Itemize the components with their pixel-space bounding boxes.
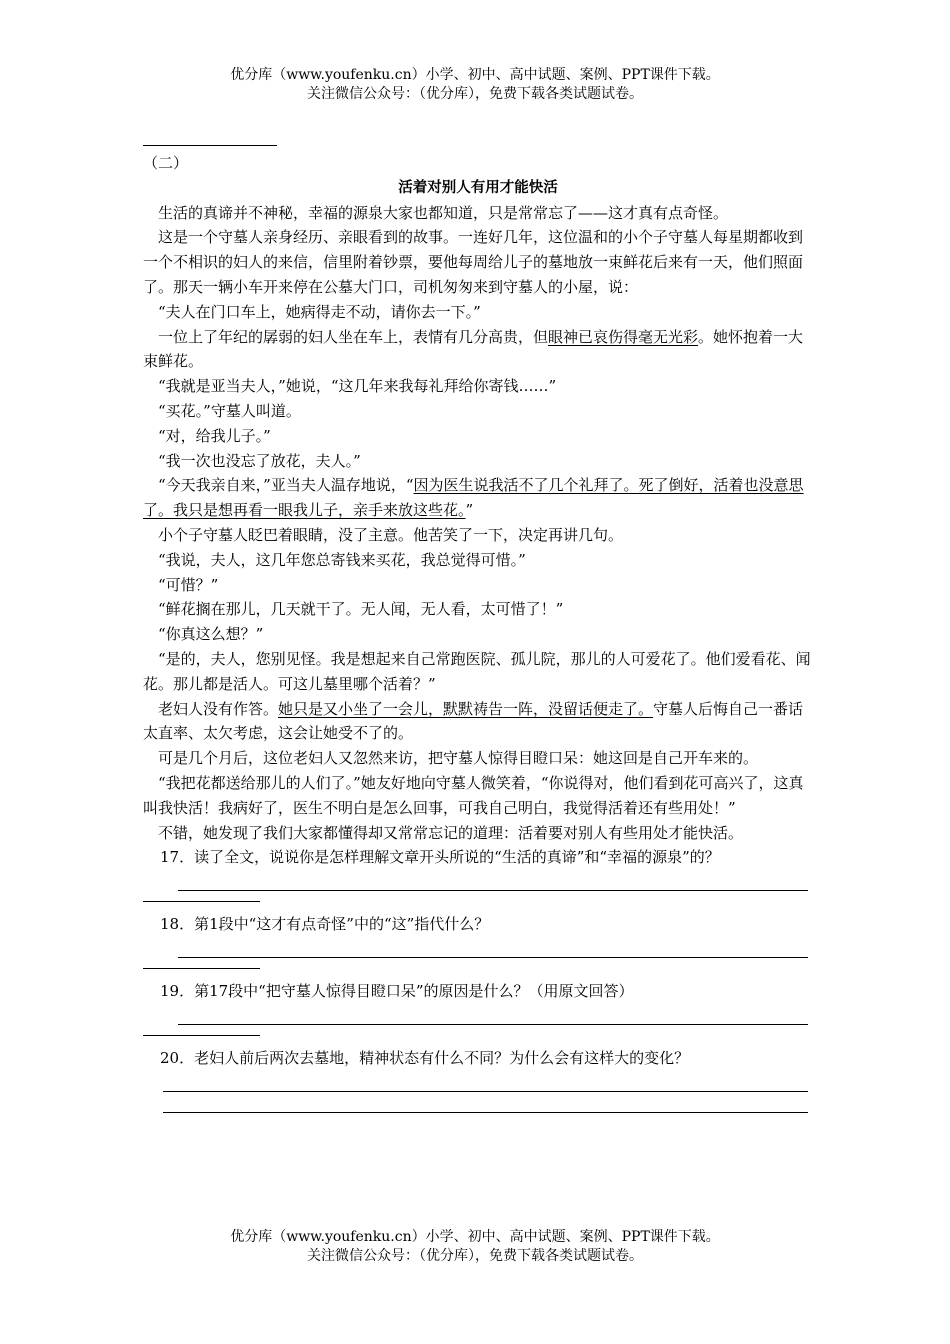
underlined-sentence-doctor: 因为医生说我活不了几个礼拜了。死了倒好，活着也没意思了。我只是想再看一眼我儿子，亲手来放这些花。 bbox=[143, 476, 804, 520]
paragraph-12: “可惜？” bbox=[158, 575, 219, 594]
paragraph-9-text-a: “今天我亲自来，”亚当夫人温存地说，“ bbox=[158, 476, 414, 495]
section-label: （二） bbox=[143, 154, 189, 172]
underlined-sentence-prayer: 她只是又小坐了一会儿，默默祷告一阵，没留话便走了。 bbox=[278, 699, 654, 718]
question-17: 17．读了全文，说说你是怎样理解文章开头所说的“生活的真谛”和“幸福的源泉”的？ bbox=[160, 848, 720, 867]
answer-line-17[interactable] bbox=[178, 870, 808, 891]
answer-line-17-end[interactable] bbox=[143, 891, 260, 902]
paragraph-10: 小个子守墓人眨巴着眼睛，没了主意。他苦笑了一下，决定再讲几句。 bbox=[158, 525, 624, 544]
paragraph-6: “买花。”守墓人叫道。 bbox=[158, 401, 301, 420]
paragraph-16-text-a: 老妇人没有作答。 bbox=[158, 699, 279, 718]
paragraph-3: “夫人在门口车上，她病得走不动，请你去一下。” bbox=[158, 302, 481, 321]
paragraph-16 bbox=[143, 697, 813, 747]
underlined-phrase-eyes: 眼神已哀伤得毫无光彩 bbox=[548, 327, 699, 346]
answer-line-19-end[interactable] bbox=[143, 1025, 260, 1036]
answer-line-20b[interactable] bbox=[163, 1092, 808, 1113]
header-line-1: 优分库（www.youfenku.cn）小学、初中、高中试题、案例、PPT课件下载。 bbox=[230, 67, 720, 83]
question-19: 19．第17段中“把守墓人惊得目瞪口呆”的原因是什么？（用原文回答） bbox=[160, 981, 634, 1000]
paragraph-18: “我把花都送给那儿的人们了。”她友好地向守墓人微笑着，“你说得对，他们看到花可高兴了，这真叫我快活！我病好了，医生不明白是怎么回事，可我自己明白，我觉得活着还有些用处！” bbox=[143, 773, 804, 817]
paragraph-13: “鲜花搁在那儿，几天就干了。无人闻，无人看，太可惜了！” bbox=[158, 600, 564, 619]
paragraph-16-text-b: 守墓人后悔自己一番话太直率、太欠考虑，这会让她受不了的。 bbox=[143, 699, 804, 743]
paragraph-11: “我说，夫人，这几年您总寄钱来买花，我总觉得可惜。” bbox=[158, 550, 526, 569]
paragraph-14: “你真这么想？” bbox=[158, 625, 264, 644]
question-18: 18．第1段中“这才有点奇怪”中的“这”指代什么？ bbox=[160, 915, 490, 934]
page-header bbox=[0, 66, 950, 104]
paragraph-7: “对，给我儿子。” bbox=[158, 426, 271, 445]
header-line-2: 关注微信公众号：（优分库），免费下载各类试题试卷。 bbox=[307, 86, 643, 102]
paragraph-2: 这是一个守墓人亲身经历、亲眼看到的故事。一连好几年，这位温和的小个子守墓人每星期都收到一个不相识的妇人的来信，信里附着钞票，要他每周给儿子的墓地放一束鲜花后来有一天，他们照面了。那天一辆小车开来停在公墓大门口，司机匆匆来到守墓人的小屋，说： bbox=[143, 228, 804, 296]
paragraph-17: 可是几个月后，这位老妇人又忽然来访，把守墓人惊得目瞪口呆：她这回是自己开车来的。 bbox=[158, 749, 759, 768]
paragraph-1: 生活的真谛并不神秘，幸福的源泉大家也都知道，只是常常忘了——这才真有点奇怪。 bbox=[158, 203, 729, 222]
answer-line-18-end[interactable] bbox=[143, 958, 260, 969]
paragraph-4 bbox=[143, 325, 813, 375]
top-divider bbox=[143, 145, 277, 146]
paragraph-19: 不错，她发现了我们大家都懂得却又常常忘记的道理：活着要对别人有些用处才能快活。 bbox=[158, 823, 744, 842]
answer-line-18[interactable] bbox=[178, 937, 808, 958]
footer-line-2: 关注微信公众号：（优分库），免费下载各类试题试卷。 bbox=[307, 1248, 643, 1264]
paragraph-8: “我一次也没忘了放花，夫人。” bbox=[158, 451, 361, 470]
answer-line-19[interactable] bbox=[178, 1004, 808, 1025]
paragraph-9 bbox=[143, 473, 813, 523]
footer-line-1: 优分库（www.youfenku.cn）小学、初中、高中试题、案例、PPT课件下载。 bbox=[230, 1229, 720, 1245]
article-title: 活着对别人有用才能快活 bbox=[398, 178, 558, 196]
paragraph-4-text-b: 。她怀抱着一大束鲜花。 bbox=[143, 327, 804, 371]
question-20: 20．老妇人前后两次去墓地，精神状态有什么不同？为什么会有这样大的变化？ bbox=[160, 1048, 690, 1067]
page-footer bbox=[0, 1228, 950, 1266]
paragraph-15: “是的，夫人，您别见怪。我是想起来自己常跑医院、孤儿院，那儿的人可爱花了。他们爱看花、闻花。那儿都是活人。可这儿墓里哪个活着？” bbox=[143, 649, 811, 693]
paragraph-4-text-a: 一位上了年纪的孱弱的妇人坐在车上，表情有几分高贵，但 bbox=[158, 327, 549, 346]
answer-line-20a[interactable] bbox=[163, 1071, 808, 1092]
document-body bbox=[143, 145, 813, 1113]
paragraph-9-text-b: ” bbox=[465, 501, 474, 520]
paragraph-5: “我就是亚当夫人，”她说，“这几年来我每礼拜给你寄钱……” bbox=[158, 377, 557, 396]
